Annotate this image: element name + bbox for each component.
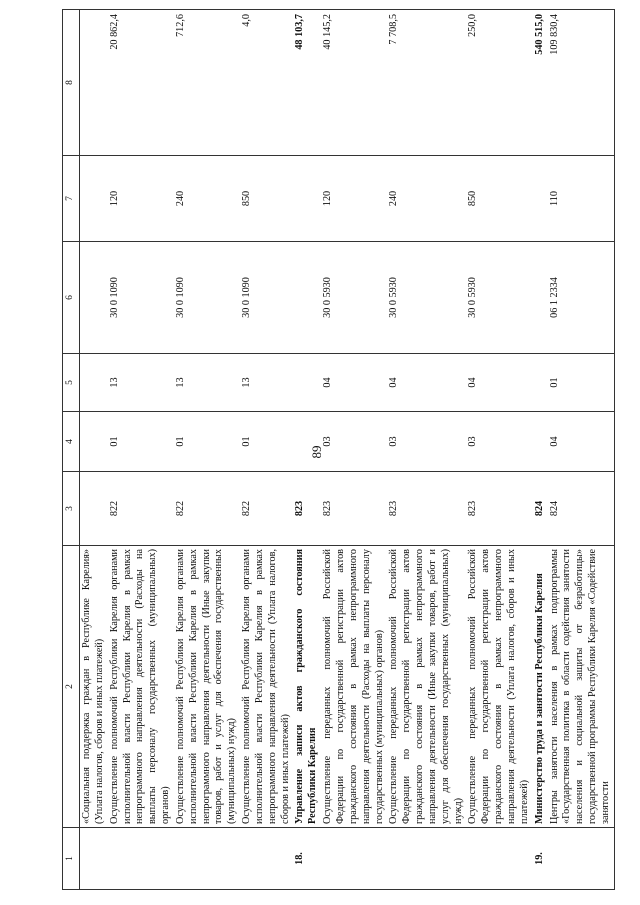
expense-type-code: 120 (108, 156, 174, 242)
amount: 109 830,4 (548, 10, 615, 156)
ministry-code: 822 (174, 472, 240, 546)
subsection-code: 04 (466, 354, 532, 412)
target-article-code (79, 242, 107, 354)
expense-type-code (79, 156, 107, 242)
target-article-code: 30 0 5930 (321, 242, 387, 354)
row-description: Министерство труда и занятости Республики Карелия (533, 546, 548, 828)
section-code: 03 (387, 412, 466, 472)
table-row (108, 10, 174, 890)
expense-type-code (533, 156, 548, 242)
ministry-code: 823 (321, 472, 387, 546)
column-number-2: 2 (63, 546, 80, 828)
column-number-3: 3 (63, 472, 80, 546)
subsection-code (79, 354, 107, 412)
column-number-7: 7 (63, 156, 80, 242)
ministry-code: 823 (387, 472, 466, 546)
table-row (174, 10, 240, 890)
section-code: 04 (548, 412, 615, 472)
ministry-code: 823 (466, 472, 532, 546)
section-code (533, 412, 548, 472)
row-number (387, 828, 466, 890)
target-article-code: 30 0 1090 (174, 242, 240, 354)
amount: 4,0 (240, 10, 293, 156)
row-number (174, 828, 240, 890)
section-code: 01 (240, 412, 293, 472)
column-number-row (63, 10, 80, 890)
expense-type-code (293, 156, 321, 242)
budget-table (62, 9, 615, 890)
ministry-code: 823 (293, 472, 321, 546)
subsection-code (293, 354, 321, 412)
amount (79, 10, 107, 156)
row-description: Осуществление полномочий Республики Карелия органами исполнительной власти Республики Карелия в рамках непрограммного направления деятельности (Уплата налогов, сборов и иных платежей) (240, 546, 293, 828)
column-number-5: 5 (63, 354, 80, 412)
subsection-code: 13 (174, 354, 240, 412)
ministry-code: 824 (548, 472, 615, 546)
subsection-code: 04 (387, 354, 466, 412)
expense-type-code: 850 (466, 156, 532, 242)
amount: 250,0 (466, 10, 532, 156)
row-number: 19. (533, 828, 548, 890)
target-article-code (293, 242, 321, 354)
expense-type-code: 850 (240, 156, 293, 242)
row-description: Осуществление переданных полномочий Российской Федерации по государственной регистрации актов гражданского состояния в рамках непрограммного направления деятельности (Иные закупки товаров, работ и услуг для обеспечения государственных (муниципальных) нужд) (387, 546, 466, 828)
target-article-code (533, 242, 548, 354)
subsection-code: 13 (240, 354, 293, 412)
column-number-6: 6 (63, 242, 80, 354)
section-code (293, 412, 321, 472)
row-description: Осуществление переданных полномочий Российской Федерации по государственной регистрации актов гражданского состояния в рамках непрограммного направления деятельности (Расходы на выплаты персоналу государственных (муниципальных) органов) (321, 546, 387, 828)
table-row (240, 10, 293, 890)
section-code: 01 (108, 412, 174, 472)
amount: 40 145,2 (321, 10, 387, 156)
row-number (108, 828, 174, 890)
row-description: «Социальная поддержка граждан в Республике Карелия» (Уплата налогов, сборов и иных платежей) (79, 546, 107, 828)
expense-type-code: 240 (387, 156, 466, 242)
column-number-4: 4 (63, 412, 80, 472)
table-row (321, 10, 387, 890)
page-number: 89 (309, 445, 324, 459)
row-description: Управление записи актов гражданского состояния Республики Карелия (293, 546, 321, 828)
ministry-code (79, 472, 107, 546)
ministry-code: 822 (240, 472, 293, 546)
subsection-code: 04 (321, 354, 387, 412)
row-number (466, 828, 532, 890)
row-number (321, 828, 387, 890)
table-row (548, 10, 615, 890)
row-number (240, 828, 293, 890)
table-row (79, 10, 107, 890)
subsection-code (533, 354, 548, 412)
target-article-code: 30 0 1090 (108, 242, 174, 354)
target-article-code: 30 0 5930 (387, 242, 466, 354)
row-number (79, 828, 107, 890)
subsection-code: 13 (108, 354, 174, 412)
section-code (79, 412, 107, 472)
row-description: Осуществление полномочий Республики Карелия органами исполнительной власти Республики Карелия в рамках непрограммного направления деятельности (Расходы на выплаты персоналу государственных (муниципальных) органов) (108, 546, 174, 828)
amount: 712,6 (174, 10, 240, 156)
target-article-code: 06 1 2334 (548, 242, 615, 354)
table-row (293, 10, 321, 890)
budget-table-container (62, 10, 611, 890)
table-row (533, 10, 548, 890)
row-description: Центры занятости населения в рамках подпрограммы «Государственная политика в области содействия занятости населения и социальной защиты от безработицы» государственной программы Республики Карелия «Содействие занятости (548, 546, 615, 828)
subsection-code: 01 (548, 354, 615, 412)
table-row (387, 10, 466, 890)
target-article-code: 30 0 5930 (466, 242, 532, 354)
section-code: 03 (321, 412, 387, 472)
amount: 20 862,4 (108, 10, 174, 156)
table-body (63, 10, 615, 890)
column-number-1: 1 (63, 828, 80, 890)
table-row (466, 10, 532, 890)
section-code: 01 (174, 412, 240, 472)
amount: 48 103,7 (293, 10, 321, 156)
section-code: 03 (466, 412, 532, 472)
amount: 540 515,0 (533, 10, 548, 156)
ministry-code: 822 (108, 472, 174, 546)
row-number: 18. (293, 828, 321, 890)
expense-type-code: 120 (321, 156, 387, 242)
column-number-8: 8 (63, 10, 80, 156)
row-description: Осуществление полномочий Республики Карелия органами исполнительной власти Республики Карелия в рамках непрограммного направления деятельности (Иные закупки товаров, работ и услуг для обеспечения государственных (муниципальных) нужд) (174, 546, 240, 828)
target-article-code: 30 0 1090 (240, 242, 293, 354)
amount: 7 708,5 (387, 10, 466, 156)
expense-type-code: 110 (548, 156, 615, 242)
row-number (548, 828, 615, 890)
row-description: Осуществление переданных полномочий Российской Федерации по государственной регистрации актов гражданского состояния в рамках непрограммного направления деятельности (Уплата налогов, сборов и иных платежей) (466, 546, 532, 828)
ministry-code: 824 (533, 472, 548, 546)
expense-type-code: 240 (174, 156, 240, 242)
